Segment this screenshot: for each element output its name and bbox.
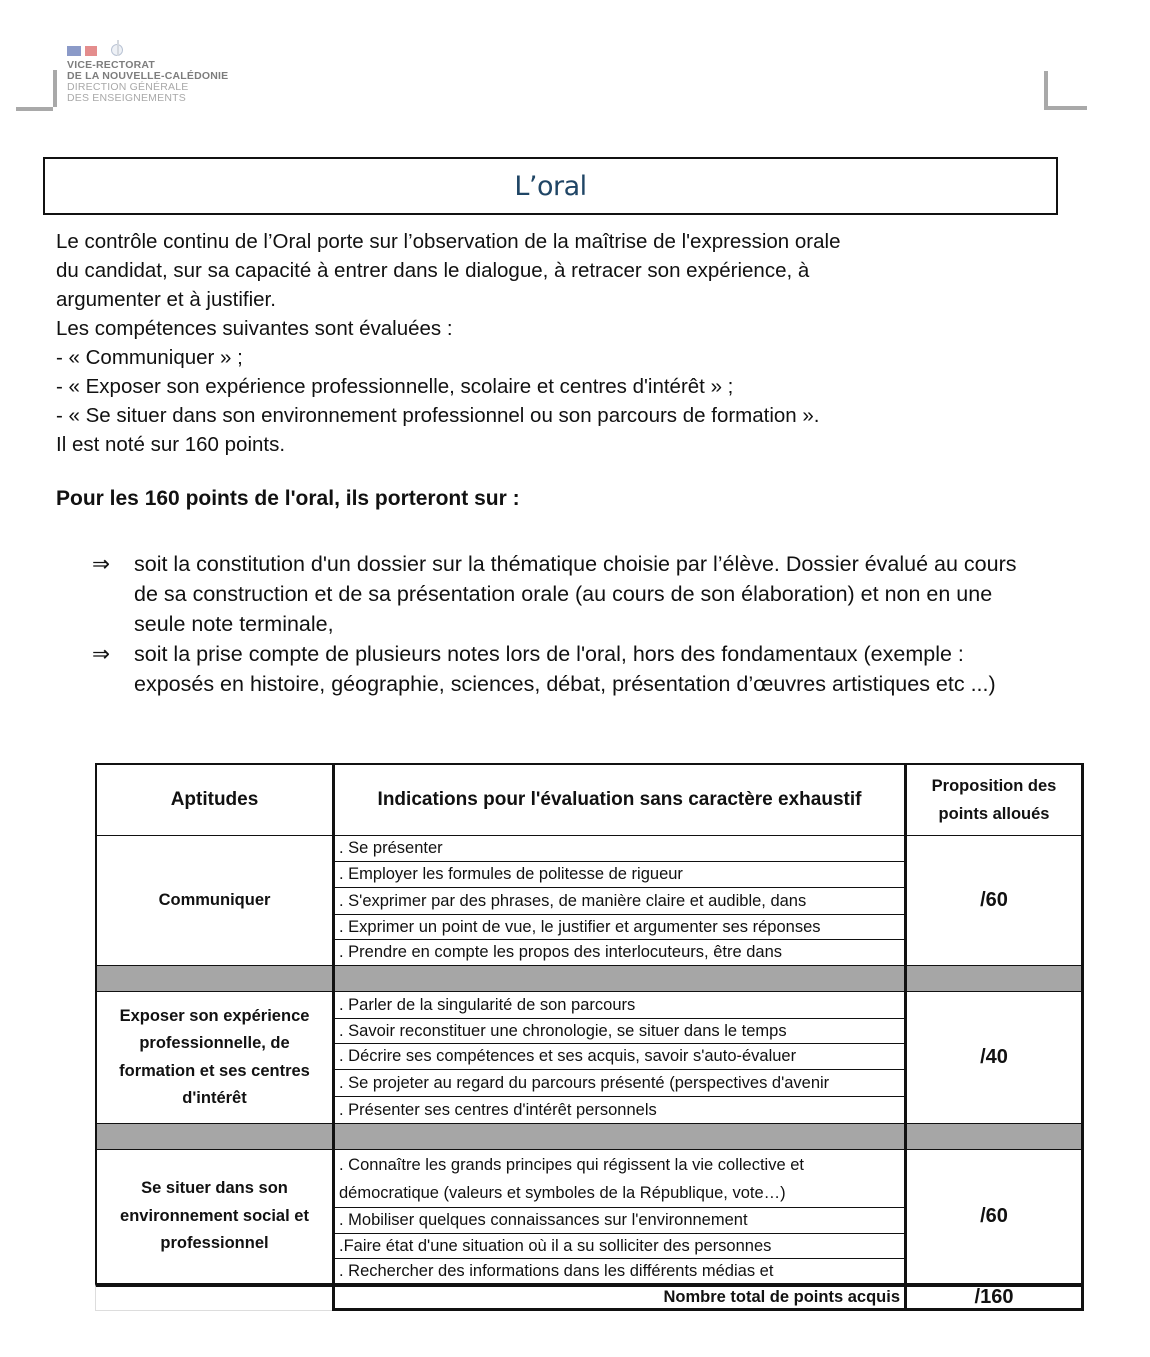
double-arrow-icon: ⇒ <box>92 552 111 576</box>
evaluation-table <box>95 763 1084 1311</box>
logo-line-4: DES ENSEIGNEMENTS <box>67 92 186 104</box>
indication-row: . Connaître les grands principes qui régissent la vie collective et démocratique (valeurs et symboles de la République, vote…) <box>335 1150 904 1208</box>
indication-row: . Exprimer un point de vue, le justifier et argumenter ses réponses <box>335 915 904 940</box>
intro-line: Le contrôle continu de l’Oral porte sur l’observation de la maîtrise de l'expression orale <box>56 230 841 253</box>
competence-item: - « Exposer son expérience professionnelle, scolaire et centres d'intérêt » ; <box>56 375 734 398</box>
total-row <box>95 1284 1084 1311</box>
separator-cell <box>904 966 1084 992</box>
list-item-text: soit la constitution d'un dossier sur la thématique choisie par l’élève. Dossier évalué au cours de sa construction et de sa présentation orale (au cours de son élaboration) et non en une seule note terminale, <box>134 552 1017 636</box>
section-subheading: Pour les 160 points de l'oral, ils porteront sur : <box>56 487 520 510</box>
indication-row: . Savoir reconstituer une chronologie, se situer dans le temps <box>335 1019 904 1044</box>
logo-line-3: DIRECTION GÉNÉRALE <box>67 81 189 93</box>
total-label: Nombre total de points acquis <box>332 1284 904 1311</box>
indications-list <box>332 1150 904 1284</box>
list-item-text: soit la prise compte de plusieurs notes lors de l'oral, hors des fondamentaux (exemple : exposés en histoire, géographie, sciences, débat, présentation d’œuvres artistiques etc ...) <box>134 642 996 696</box>
flag-blue-icon <box>67 46 81 56</box>
table-group-se-situer <box>95 1150 1084 1284</box>
intro-paragraph <box>56 227 1056 459</box>
flag-red-icon <box>85 46 97 56</box>
table-group-communiquer <box>95 836 1084 966</box>
indication-row: . Parler de la singularité de son parcours <box>335 992 904 1019</box>
separator-row <box>95 966 1084 992</box>
indication-row: . Présenter ses centres d'intérêt personnels <box>335 1097 904 1124</box>
logo-line-1: VICE-RECTORAT <box>67 59 155 71</box>
aptitude-label: Se situer dans son environnement social et professionnel <box>95 1150 332 1284</box>
total-value: /160 <box>904 1284 1084 1311</box>
indication-row: . Rechercher des informations dans les différents médias et <box>335 1259 904 1284</box>
vice-rectorat-logo <box>67 40 228 104</box>
page-title-box <box>43 157 1058 215</box>
logo-line-2: DE LA NOUVELLE-CALÉDONIE <box>67 70 229 82</box>
corner-mark-right <box>1044 71 1087 110</box>
indication-row: . S'exprimer par des phrases, de manière claire et audible, dans <box>335 888 904 915</box>
indication-row: . Se présenter <box>335 836 904 862</box>
indications-list <box>332 836 904 966</box>
separator-cell <box>95 966 332 992</box>
separator-cell <box>95 1124 332 1150</box>
competence-item: - « Se situer dans son environnement professionnel ou son parcours de formation ». <box>56 404 820 427</box>
points-value: /60 <box>904 836 1084 966</box>
double-arrow-icon: ⇒ <box>92 642 111 666</box>
aptitude-label: Communiquer <box>95 836 332 966</box>
separator-cell <box>332 966 904 992</box>
total-empty-cell <box>95 1284 332 1311</box>
indication-row: . Décrire ses compétences et ses acquis, savoir s'auto-évaluer <box>335 1044 904 1070</box>
table-header-row <box>95 763 1084 836</box>
points-value: /60 <box>904 1150 1084 1284</box>
separator-row <box>95 1124 1084 1150</box>
aptitude-label: Exposer son expérience professionnelle, de formation et ses centres d'intérêt <box>95 992 332 1124</box>
indication-row: .Faire état d'une situation où il a su solliciter des personnes <box>335 1234 904 1259</box>
separator-cell <box>904 1124 1084 1150</box>
indications-list <box>332 992 904 1124</box>
page-title: L’oral <box>514 170 587 202</box>
indication-row: . Prendre en compte les propos des interlocuteurs, être dans <box>335 940 904 966</box>
marianne-emblem-icon <box>111 40 123 56</box>
list-item <box>92 639 1042 699</box>
options-list <box>92 549 1042 699</box>
header-indications: Indications pour l'évaluation sans caractère exhaustif <box>332 765 904 835</box>
intro-line: Les compétences suivantes sont évaluées : <box>56 317 453 340</box>
indication-row: . Employer les formules de politesse de rigueur <box>335 862 904 888</box>
intro-line: argumenter et à justifier. <box>56 288 276 311</box>
separator-cell <box>332 1124 904 1150</box>
indication-row: . Se projeter au regard du parcours présenté (perspectives d'avenir <box>335 1070 904 1097</box>
corner-mark-left <box>16 70 53 111</box>
header-aptitudes: Aptitudes <box>95 765 332 835</box>
logo-emblem <box>67 40 228 56</box>
table-group-exposer <box>95 992 1084 1124</box>
intro-line: du candidat, sur sa capacité à entrer dans le dialogue, à retracer son expérience, à <box>56 259 810 282</box>
intro-line: Il est noté sur 160 points. <box>56 433 286 456</box>
points-value: /40 <box>904 992 1084 1124</box>
indication-row: . Mobiliser quelques connaissances sur l'environnement <box>335 1208 904 1234</box>
header-points: Proposition des points alloués <box>904 765 1084 835</box>
list-item <box>92 549 1042 639</box>
competence-item: - « Communiquer » ; <box>56 346 243 369</box>
